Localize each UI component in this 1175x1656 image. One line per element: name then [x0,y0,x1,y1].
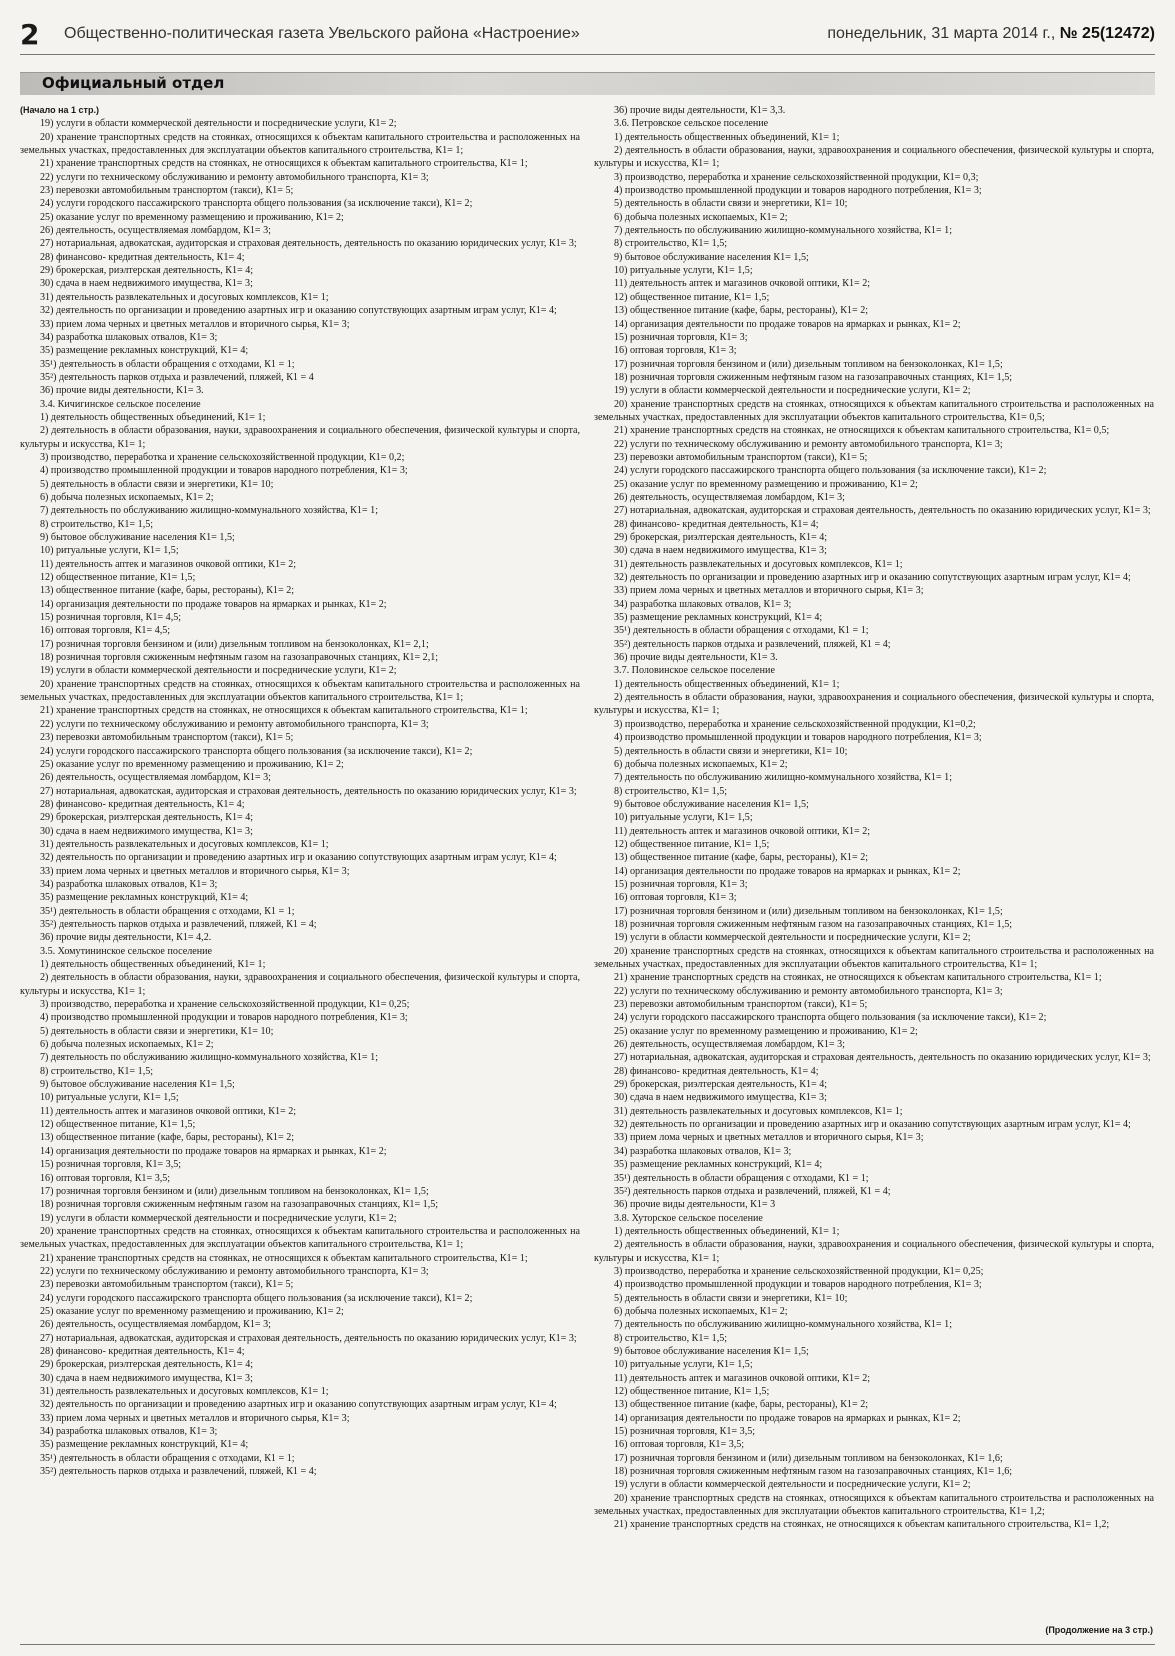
paragraph: 6) добыча полезных ископаемых, К1= 2; [614,758,788,770]
paragraph: 2) деятельность в области образования, науки, здравоохранения и социального обеспечения, физической культуры и спорта, культуры и искусства, К1= 1; [594,692,1154,717]
paragraph: 3) производство, переработка и хранение сельскохозяйственной продукции, К1= 0,3; [614,171,979,183]
right-column-paragraphs [594,104,1154,1532]
paragraph: 19) услуги в области коммерческой деятельности и посреднические услуги, К1= 2; [40,1212,397,1224]
paragraph: 10) ритуальные услуги, К1= 1,5; [40,545,179,557]
paragraph: 11) деятельность аптек и магазинов очковой оптики, К1= 2; [40,558,297,570]
paragraph: 34) разработка шлаковых отвалов, К1= 3; [40,331,218,343]
paragraph: 4) производство промышленной продукции и товаров народного потребления, К1= 3; [40,1012,408,1024]
paragraph: 2) деятельность в области образования, науки, здравоохранения и социального обеспечения, физической культуры и спорта, культуры и искусства, К1= 1; [594,145,1154,170]
paragraph: 1) деятельность общественных объединений, К1= 1; [614,131,840,143]
paragraph: 33) прием лома черных и цветных металлов и вторичного сырья, К1= 3; [40,318,350,330]
page-number: 2 [20,17,40,51]
paragraph: 12) общественное питание, К1= 1,5; [614,838,770,850]
paragraph: 35) размещение рекламных конструкций, К1= 4; [614,1159,823,1171]
paragraph: 16) оптовая торговля, К1= 3,5; [40,1172,171,1184]
paragraph: 12) общественное питание, К1= 1,5; [614,1386,770,1397]
paragraph: 23) перевозки автомобильным транспортом (такси), К1= 5; [614,451,868,463]
paragraph: 5) деятельность в области связи и энергетики, К1= 10; [614,745,848,757]
paragraph: 11) деятельность аптек и магазинов очковой оптики, К1= 2; [614,825,871,837]
paragraph: 24) услуги городского пассажирского транспорта общего пользования (за исключение такси), К1= 2; [40,198,473,210]
paragraph: 34) разработка шлаковых отвалов, К1= 3; [614,598,792,610]
paragraph: 25) оказание услуг по временному размещению и проживанию, К1= 2; [614,478,918,490]
paragraph: 13) общественное питание (кафе, бары, рестораны), К1= 2; [614,305,869,317]
left-column [20,104,580,1624]
paragraph: 4) производство промышленной продукции и товаров народного потребления, К1= 3; [40,465,408,477]
paragraph: 11) деятельность аптек и магазинов очковой оптики, К1= 2; [614,278,871,290]
paragraph: 19) услуги в области коммерческой деятельности и посреднические услуги, К1= 2; [40,118,397,130]
paragraph: 34) разработка шлаковых отвалов, К1= 3; [614,1145,792,1157]
paragraph: 7) деятельность по обслуживанию жилищно-коммунального хозяйства, К1= 1; [614,1319,953,1331]
paragraph: 31) деятельность развлекательных и досуговых комплексов, К1= 1; [40,291,329,303]
paragraph: 15) розничная торговля, К1= 4,5; [40,612,182,624]
paragraph: 9) бытовое обслуживание населения К1= 1,5; [614,1345,809,1357]
paragraph: 32) деятельность по организации и проведению азартных игр и оказанию сопутствующих азартным играм услуг, К1= 4; [40,1399,557,1411]
paragraph: 30) сдача в наем недвижимого имущества, К1= 3; [40,1372,253,1384]
paragraph: 15) розничная торговля, К1= 3,5; [40,1159,182,1171]
paragraph: 15) розничная торговля, К1= 3; [614,331,748,343]
section-title: Официальный отдел [42,74,225,92]
paragraph: 20) хранение транспортных средств на стоянках, относящихся к объектам капитального строительства и расположенных на земельных участках, предоставленных для эксплуатации объектов капитального строительства, К1= 1,2; [594,1492,1154,1518]
paragraph: 24) услуги городского пассажирского транспорта общего пользования (за исключение такси), К1= 2; [614,1012,1047,1024]
paragraph: 5) деятельность в области связи и энергетики, К1= 10; [40,1025,274,1037]
paragraph: 19) услуги в области коммерческой деятельности и посреднические услуги, К1= 2; [40,665,397,677]
paragraph: 32) деятельность по организации и проведению азартных игр и оказанию сопутствующих азартным играм услуг, К1= 4; [614,1119,1131,1131]
left-column-paragraphs [20,117,580,1478]
paragraph: 7) деятельность по обслуживанию жилищно-коммунального хозяйства, К1= 1; [614,225,953,237]
paragraph: 21) хранение транспортных средств на стоянках, не относящихся к объектам капитального строительства, К1= 1; [40,705,528,717]
paragraph: 34) разработка шлаковых отвалов, К1= 3; [40,878,218,890]
paragraph: 26) деятельность, осуществляемая ломбардом, К1= 3; [40,225,271,237]
paragraph: 13) общественное питание (кафе, бары, рестораны), К1= 2; [40,1132,295,1144]
paragraph: 20) хранение транспортных средств на стоянках, относящихся к объектам капитального строительства и расположенных на земельных участках, предоставленных для эксплуатации объектов капитального строительства, К1= 1; [20,1225,580,1251]
paragraph: 2) деятельность в области образования, науки, здравоохранения и социального обеспечения, физической культуры и спорта, культуры и искусства, К1= 1; [20,972,580,997]
paragraph: 5) деятельность в области связи и энергетики, К1= 10; [614,1292,848,1304]
paragraph: 14) организация деятельности по продаже товаров на ярмарках и рынках, К1= 2; [614,318,961,330]
paragraph: 9) бытовое обслуживание населения К1= 1,5; [614,798,809,810]
paragraph: 31) деятельность развлекательных и досуговых комплексов, К1= 1; [40,1386,329,1397]
paragraph: 35¹) деятельность в области обращения с отходами, К1 = 1; [40,1452,295,1464]
paragraph: 33) прием лома черных и цветных металлов и вторичного сырья, К1= 3; [40,865,350,877]
paragraph: 6) добыча полезных ископаемых, К1= 2; [40,491,214,503]
paragraph: 36) прочие виды деятельности, К1= 3. [40,385,204,397]
paragraph: 35²) деятельность парков отдыха и развлечений, пляжей, К1 = 4; [40,1466,317,1478]
paragraph: 9) бытовое обслуживание населения К1= 1,5; [40,1079,235,1091]
paragraph: 27) нотариальная, адвокатская, аудиторская и страховая деятельность, деятельность по оказанию юридических услуг, К1= 3; [40,1332,577,1344]
paragraph: 3.4. Кичигинское сельское поселение [40,398,201,410]
paragraph: 6) добыча полезных ископаемых, К1= 2; [614,1305,788,1317]
paragraph: 17) розничная торговля бензином и (или) дизельным топливом на бензоколонках, К1= 1,6; [614,1452,1003,1464]
paragraph: 25) оказание услуг по временному размещению и проживанию, К1= 2; [40,1305,344,1317]
page-header [20,14,1155,55]
paragraph: 7) деятельность по обслуживанию жилищно-коммунального хозяйства, К1= 1; [40,1052,379,1064]
paragraph: 5) деятельность в области связи и энергетики, К1= 10; [614,198,848,210]
paragraph: 30) сдача в наем недвижимого имущества, К1= 3; [614,1092,827,1104]
paragraph: 25) оказание услуг по временному размещению и проживанию, К1= 2; [40,211,344,223]
paragraph: 18) розничная торговля сжиженным нефтяным газом на газозаправочных станциях, К1= 1,5; [614,918,1013,930]
paragraph: 31) деятельность развлекательных и досуговых комплексов, К1= 1; [40,838,329,850]
paragraph: 19) услуги в области коммерческой деятельности и посреднические услуги, К1= 2; [614,1479,971,1491]
paragraph: 30) сдача в наем недвижимого имущества, К1= 3; [40,278,253,290]
paragraph: 18) розничная торговля сжиженным нефтяным газом на газозаправочных станциях, К1= 1,5; [40,1199,439,1211]
paragraph: 35²) деятельность парков отдыха и развлечений, пляжей, К1 = 4; [614,1185,891,1197]
paragraph: 8) строительство, К1= 1,5; [614,238,728,250]
paragraph: 15) розничная торговля, К1= 3,5; [614,1426,756,1438]
paragraph: 24) услуги городского пассажирского транспорта общего пользования (за исключение такси), К1= 2; [614,465,1047,477]
paragraph: 3) производство, переработка и хранение сельскохозяйственной продукции, К1= 0,2; [40,451,405,463]
paragraph: 34) разработка шлаковых отвалов, К1= 3; [40,1426,218,1438]
paragraph: 35) размещение рекламных конструкций, К1= 4; [614,612,823,624]
paragraph: 17) розничная торговля бензином и (или) дизельным топливом на бензоколонках, К1= 1,5; [614,905,1003,917]
paragraph: 28) финансово- кредитная деятельность, К1= 4; [614,1065,819,1077]
paragraph: 1) деятельность общественных объединений, К1= 1; [40,959,266,970]
paragraph: 17) розничная торговля бензином и (или) дизельным топливом на бензоколонках, К1= 1,5; [40,1185,429,1197]
paragraph: 9) бытовое обслуживание населения К1= 1,5; [614,251,809,263]
paragraph: 10) ритуальные услуги, К1= 1,5; [614,265,753,277]
paragraph: 21) хранение транспортных средств на стоянках, не относящихся к объектам капитального строительства, К1= 1; [40,1252,528,1264]
paragraph: 28) финансово- кредитная деятельность, К1= 4; [614,518,819,530]
paragraph: 14) организация деятельности по продаже товаров на ярмарках и рынках, К1= 2; [40,1145,387,1157]
paragraph: 35²) деятельность парков отдыха и развлечений, пляжей, К1 = 4; [40,918,317,930]
paragraph: 26) деятельность, осуществляемая ломбардом, К1= 3; [614,1039,845,1051]
paragraph: 23) перевозки автомобильным транспортом (такси), К1= 5; [40,1279,294,1291]
paragraph: 21) хранение транспортных средств на стоянках, не относящихся к объектам капитального строительства, К1= 1; [40,158,528,170]
paragraph: 10) ритуальные услуги, К1= 1,5; [40,1092,179,1104]
paragraph: 11) деятельность аптек и магазинов очковой оптики, К1= 2; [614,1372,871,1384]
paragraph: 4) производство промышленной продукции и товаров народного потребления, К1= 3; [614,1279,982,1291]
paragraph: 13) общественное питание (кафе, бары, рестораны), К1= 2; [614,852,869,864]
section-heading-bar [20,72,1155,95]
paragraph: 20) хранение транспортных средств на стоянках, относящихся к объектам капитального строительства и расположенных на земельных участках, предоставленных для эксплуатации объектов капитального строительства, К1= 0,5; [594,398,1154,423]
paragraph: 31) деятельность развлекательных и досуговых комплексов, К1= 1; [614,558,903,570]
issue-number: № 25(12472) [1059,25,1155,42]
paragraph: 10) ритуальные услуги, К1= 1,5; [614,1359,753,1371]
paragraph: 36) прочие виды деятельности, К1= 4,2. [40,932,212,944]
paragraph: 25) оказание услуг по временному размещению и проживанию, К1= 2; [614,1025,918,1037]
paragraph: 18) розничная торговля сжиженным нефтяным газом на газозаправочных станциях, К1= 1,5; [614,371,1013,383]
paragraph: 27) нотариальная, адвокатская, аудиторская и страховая деятельность, деятельность по оказанию юридических услуг, К1= 3; [614,505,1151,517]
paragraph: 17) розничная торговля бензином и (или) дизельным топливом на бензоколонках, К1= 1,5; [614,358,1003,370]
paragraph: 3) производство, переработка и хранение сельскохозяйственной продукции, К1= 0,25; [614,1265,984,1277]
paragraph: 2) деятельность в области образования, науки, здравоохранения и социального обеспечения, физической культуры и спорта, культуры и искусства, К1= 1; [20,425,580,450]
newspaper-title: Общественно-политическая газета Увельского района «Настроение» [64,25,580,42]
paragraph: 22) услуги по техническому обслуживанию и ремонту автомобильного транспорта, К1= 3; [614,985,1003,997]
paragraph: 10) ритуальные услуги, К1= 1,5; [614,812,753,824]
paragraph: 2) деятельность в области образования, науки, здравоохранения и социального обеспечения, физической культуры и спорта, культуры и искусства, К1= 1; [594,1239,1154,1264]
paragraph: 4) производство промышленной продукции и товаров народного потребления, К1= 3; [614,732,982,744]
paragraph: 36) прочие виды деятельности, К1= 3,3. [614,105,786,116]
paragraph: 20) хранение транспортных средств на стоянках, относящихся к объектам капитального строительства и расположенных на земельных участках, предоставленных для эксплуатации объектов капитального строительства, К1= 1; [20,131,580,157]
paragraph: 6) добыча полезных ископаемых, К1= 2; [40,1039,214,1051]
paragraph: 26) деятельность, осуществляемая ломбардом, К1= 3; [614,491,845,503]
paragraph: 35²) деятельность парков отдыха и развлечений, пляжей, К1 = 4 [40,371,314,383]
paragraph: 3.5. Хомутининское сельское поселение [40,945,213,957]
paragraph: 11) деятельность аптек и магазинов очковой оптики, К1= 2; [40,1105,297,1117]
paragraph: 29) брокерская, риэлтерская деятельность, К1= 4; [40,265,254,277]
paragraph: 14) организация деятельности по продаже товаров на ярмарках и рынках, К1= 2; [614,865,961,877]
paragraph: 32) деятельность по организации и проведению азартных игр и оказанию сопутствующих азартным играм услуг, К1= 4; [40,852,557,864]
paragraph: 19) услуги в области коммерческой деятельности и посреднические услуги, К1= 2; [614,385,971,397]
paragraph: 21) хранение транспортных средств на стоянках, не относящихся к объектам капитального строительства, К1= 1; [614,972,1102,984]
paragraph: 31) деятельность развлекательных и досуговых комплексов, К1= 1; [614,1105,903,1117]
continued-from-note: (Начало на 1 стр.) [20,105,99,115]
paragraph: 28) финансово- кредитная деятельность, К1= 4; [40,798,245,810]
paragraph: 1) деятельность общественных объединений, К1= 1; [614,1225,840,1237]
paragraph: 24) услуги городского пассажирского транспорта общего пользования (за исключение такси), К1= 2; [40,745,473,757]
paragraph: 22) услуги по техническому обслуживанию и ремонту автомобильного транспорта, К1= 3; [40,1265,429,1277]
paragraph: 22) услуги по техническому обслуживанию и ремонту автомобильного транспорта, К1= 3; [40,718,429,730]
paragraph: 35¹) деятельность в области обращения с отходами, К1 = 1; [614,625,869,637]
paragraph: 33) прием лома черных и цветных металлов и вторичного сырья, К1= 3; [614,1132,924,1144]
paragraph: 28) финансово- кредитная деятельность, К1= 4; [40,1345,245,1357]
paragraph: 23) перевозки автомобильным транспортом (такси), К1= 5; [40,732,294,744]
paragraph: 7) деятельность по обслуживанию жилищно-коммунального хозяйства, К1= 1; [614,772,953,784]
paragraph: 8) строительство, К1= 1,5; [614,785,728,797]
paragraph: 35¹) деятельность в области обращения с отходами, К1 = 1; [614,1172,869,1184]
paragraph: 3) производство, переработка и хранение сельскохозяйственной продукции, К1= 0,25; [40,999,410,1011]
paragraph: 19) услуги в области коммерческой деятельности и посреднические услуги, К1= 2; [614,932,971,944]
paragraph: 13) общественное питание (кафе, бары, рестораны), К1= 2; [614,1399,869,1411]
paragraph: 29) брокерская, риэлтерская деятельность, К1= 4; [614,532,828,543]
footer-rule [20,1644,1155,1645]
paragraph: 8) строительство, К1= 1,5; [40,1065,154,1077]
paragraph: 23) перевозки автомобильным транспортом (такси), К1= 5; [614,999,868,1011]
paragraph: 4) производство промышленной продукции и товаров народного потребления, К1= 3; [614,185,982,197]
paragraph: 17) розничная торговля бензином и (или) дизельным топливом на бензоколонках, К1= 2,1; [40,638,429,650]
paragraph: 8) строительство, К1= 1,5; [40,518,154,530]
paragraph: 35¹) деятельность в области обращения с отходами, К1 = 1; [40,358,295,370]
paragraph: 30) сдача в наем недвижимого имущества, К1= 3; [614,545,827,557]
paragraph: 35) размещение рекламных конструкций, К1= 4; [40,892,249,904]
paragraph: 26) деятельность, осуществляемая ломбардом, К1= 3; [40,1319,271,1331]
paragraph: 35¹) деятельность в области обращения с отходами, К1 = 1; [40,905,295,917]
paragraph: 29) брокерская, риэлтерская деятельность, К1= 4; [614,1079,828,1091]
paragraph: 33) прием лома черных и цветных металлов и вторичного сырья, К1= 3; [614,585,924,597]
paragraph: 3.6. Петровское сельское поселение [614,118,769,130]
paragraph: 5) деятельность в области связи и энергетики, К1= 10; [40,478,274,490]
paragraph: 35) размещение рекламных конструкций, К1= 4; [40,345,249,357]
paragraph: 13) общественное питание (кафе, бары, рестораны), К1= 2; [40,585,295,597]
paragraph: 22) услуги по техническому обслуживанию и ремонту автомобильного транспорта, К1= 3; [614,438,1003,450]
issue-date: понедельник, 31 марта 2014 г., [827,25,1056,42]
paragraph: 12) общественное питание, К1= 1,5; [40,572,196,584]
paragraph: 16) оптовая торговля, К1= 3; [614,892,737,904]
paragraph: 36) прочие виды деятельности, К1= 3 [614,1199,776,1211]
paragraph: 27) нотариальная, адвокатская, аудиторская и страховая деятельность, деятельность по оказанию юридических услуг, К1= 3; [614,1052,1151,1064]
paragraph: 18) розничная торговля сжиженным нефтяным газом на газозаправочных станциях, К1= 1,6; [614,1466,1013,1478]
paragraph: 16) оптовая торговля, К1= 4,5; [40,625,171,637]
paragraph: 24) услуги городского пассажирского транспорта общего пользования (за исключение такси), К1= 2; [40,1292,473,1304]
paragraph: 16) оптовая торговля, К1= 3; [614,345,737,357]
paragraph: 30) сдача в наем недвижимого имущества, К1= 3; [40,825,253,837]
paragraph: 35²) деятельность парков отдыха и развлечений, пляжей, К1 = 4; [614,638,891,650]
paragraph: 29) брокерская, риэлтерская деятельность, К1= 4; [40,1359,254,1371]
paragraph: 12) общественное питание, К1= 1,5; [614,291,770,303]
paragraph: 3.7. Половинское сельское поселение [614,665,775,677]
paragraph: 27) нотариальная, адвокатская, аудиторская и страховая деятельность, деятельность по оказанию юридических услуг, К1= 3; [40,785,577,797]
issue-info [827,25,1155,43]
paragraph: 33) прием лома черных и цветных металлов и вторичного сырья, К1= 3; [40,1412,350,1424]
paragraph: 6) добыча полезных ископаемых, К1= 2; [614,211,788,223]
paragraph: 25) оказание услуг по временному размещению и проживанию, К1= 2; [40,758,344,770]
paragraph: 18) розничная торговля сжиженным нефтяным газом на газозаправочных станциях, К1= 2,1; [40,652,439,664]
paragraph: 21) хранение транспортных средств на стоянках, не относящихся к объектам капитального строительства, К1= 1,2; [614,1519,1110,1531]
paragraph: 20) хранение транспортных средств на стоянках, относящихся к объектам капитального строительства и расположенных на земельных участках, предоставленных для эксплуатации объектов капитального строительства, К1= 1; [20,678,580,704]
paragraph: 36) прочие виды деятельности, К1= 3. [614,652,778,664]
paragraph: 8) строительство, К1= 1,5; [614,1332,728,1344]
paragraph: 14) организация деятельности по продаже товаров на ярмарках и рынках, К1= 2; [40,598,387,610]
paragraph: 1) деятельность общественных объединений, К1= 1; [614,678,840,690]
paragraph: 28) финансово- кредитная деятельность, К1= 4; [40,251,245,263]
paragraph: 26) деятельность, осуществляемая ломбардом, К1= 3; [40,772,271,784]
paragraph: 3) производство, переработка и хранение сельскохозяйственной продукции, К1=0,2; [614,718,976,730]
right-column [594,104,1154,1624]
paragraph: 32) деятельность по организации и проведению азартных игр и оказанию сопутствующих азартным играм услуг, К1= 4; [40,305,557,317]
paragraph: 12) общественное питание, К1= 1,5; [40,1119,196,1131]
paragraph: 20) хранение транспортных средств на стоянках, относящихся к объектам капитального строительства и расположенных на земельных участках, предоставленных для эксплуатации объектов капитального строительства, К1= 1; [594,945,1154,970]
paragraph: 29) брокерская, риэлтерская деятельность, К1= 4; [40,812,254,824]
paragraph: 1) деятельность общественных объединений, К1= 1; [40,411,266,423]
paragraph: 3.8. Хуторское сельское поселение [614,1212,763,1224]
continued-on-note: (Продолжение на 3 стр.) [1045,1625,1153,1635]
paragraph: 15) розничная торговля, К1= 3; [614,878,748,890]
paragraph: 7) деятельность по обслуживанию жилищно-коммунального хозяйства, К1= 1; [40,505,379,517]
paragraph: 22) услуги по техническому обслуживанию и ремонту автомобильного транспорта, К1= 3; [40,171,429,183]
paragraph: 32) деятельность по организации и проведению азартных игр и оказанию сопутствующих азартным играм услуг, К1= 4; [614,572,1131,584]
paragraph: 14) организация деятельности по продаже товаров на ярмарках и рынках, К1= 2; [614,1412,961,1424]
paragraph: 9) бытовое обслуживание населения К1= 1,5; [40,532,235,543]
paragraph: 23) перевозки автомобильным транспортом (такси), К1= 5; [40,185,294,197]
paragraph: 27) нотариальная, адвокатская, аудиторская и страховая деятельность, деятельность по оказанию юридических услуг, К1= 3; [40,238,577,250]
paragraph: 16) оптовая торговля, К1= 3,5; [614,1439,745,1451]
paragraph: 35) размещение рекламных конструкций, К1= 4; [40,1439,249,1451]
paragraph: 21) хранение транспортных средств на стоянках, не относящихся к объектам капитального строительства, К1= 0,5; [614,425,1110,437]
